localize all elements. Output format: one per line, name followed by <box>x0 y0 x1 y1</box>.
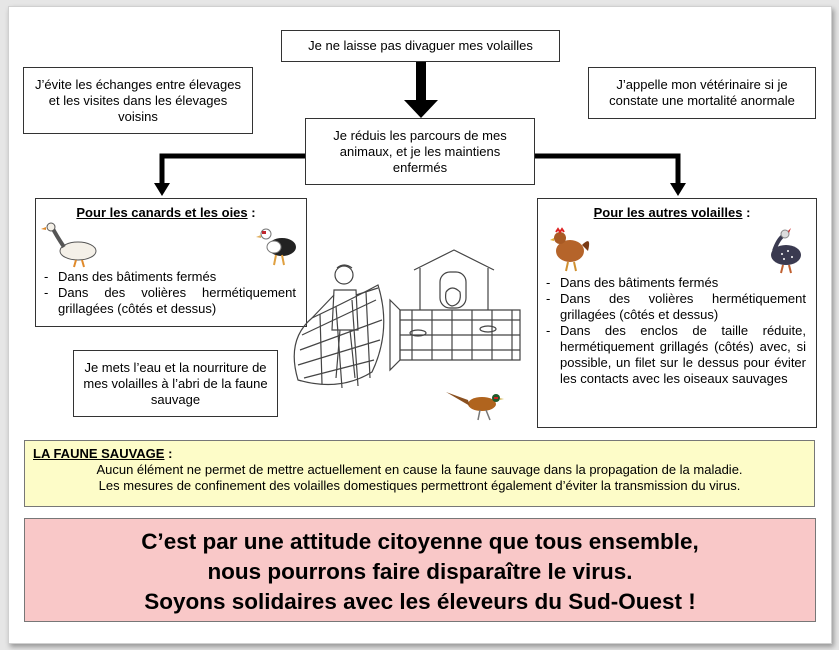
arrow-head-main <box>404 100 438 118</box>
closing-line-2: nous pourrons faire disparaître le virus. <box>207 559 633 584</box>
ducks-geese-panel <box>35 198 307 327</box>
call-vet-text: J’appelle mon vétérinaire si je constate une mortalité anormale <box>609 77 795 108</box>
wildlife-line-2: Les mesures de confinement des volailles domestiques permettront également d’éviter la transmission du virus. <box>98 478 741 493</box>
ducks-panel-title: Pour les canards et les oies : <box>76 205 256 220</box>
list-item: - Dans des enclos de taille réduite, hermétiquement grillagés (côtés) avec, si possible, un filet sur le dessus pour éviter les contacts avec les oiseaux sauvages <box>538 323 806 387</box>
call-vet-box <box>588 67 816 119</box>
arrow-shaft-main <box>416 62 426 102</box>
no-roaming-text: Je ne laisse pas divaguer mes volailles <box>308 38 533 53</box>
arrow-branch-right <box>535 156 678 185</box>
avoid-exchanges-text: J’évite les échanges entre élevages et les visites dans les élevages voisins <box>35 76 241 124</box>
list-item: - Dans des volières hermétiquement grillagées (côtés et dessus) <box>538 291 806 323</box>
closing-message <box>24 518 816 622</box>
reduce-range-text: Je réduis les parcours de mes animaux, et je les maintiens enfermés <box>333 127 507 175</box>
water-food-text: Je mets l’eau et la nourriture de mes volailles à l’abri de la faune sauvage <box>83 359 268 407</box>
avoid-exchanges-box <box>23 67 253 134</box>
goose-icon <box>41 223 96 267</box>
water-food-box <box>73 350 278 417</box>
list-item: - Dans des bâtiments fermés <box>538 275 806 291</box>
reduce-range-box <box>305 118 535 185</box>
closing-line-3: Soyons solidaires avec les éleveurs du Sud-Ouest ! <box>144 589 696 614</box>
other-poultry-panel <box>537 198 817 428</box>
other-panel-title: Pour les autres volailles : <box>593 205 751 220</box>
ducks-panel-art <box>36 221 308 269</box>
list-item: - Dans des bâtiments fermés <box>36 269 296 285</box>
other-panel-list <box>538 275 806 387</box>
ducks-panel-list <box>36 269 296 317</box>
arrow-branch-left <box>162 156 305 185</box>
closing-line-1: C’est par une attitude citoyenne que tous ensemble, <box>141 529 699 554</box>
wildlife-title: LA FAUNE SAUVAGE : <box>33 446 173 461</box>
arrow-head-right <box>670 183 686 196</box>
list-item: - Dans des volières hermétiquement grillagées (côtés et dessus) <box>36 285 296 317</box>
guinea-fowl-icon <box>771 228 801 273</box>
hen-icon <box>550 229 589 271</box>
arrow-head-left <box>154 183 170 196</box>
wildlife-line-1: Aucun élément ne permet de mettre actuellement en cause la faune sauvage dans la propagation de la maladie. <box>96 462 743 477</box>
duck-icon <box>256 229 296 265</box>
wildlife-section <box>24 440 815 507</box>
no-roaming-box <box>281 30 560 62</box>
other-panel-art <box>538 221 818 275</box>
